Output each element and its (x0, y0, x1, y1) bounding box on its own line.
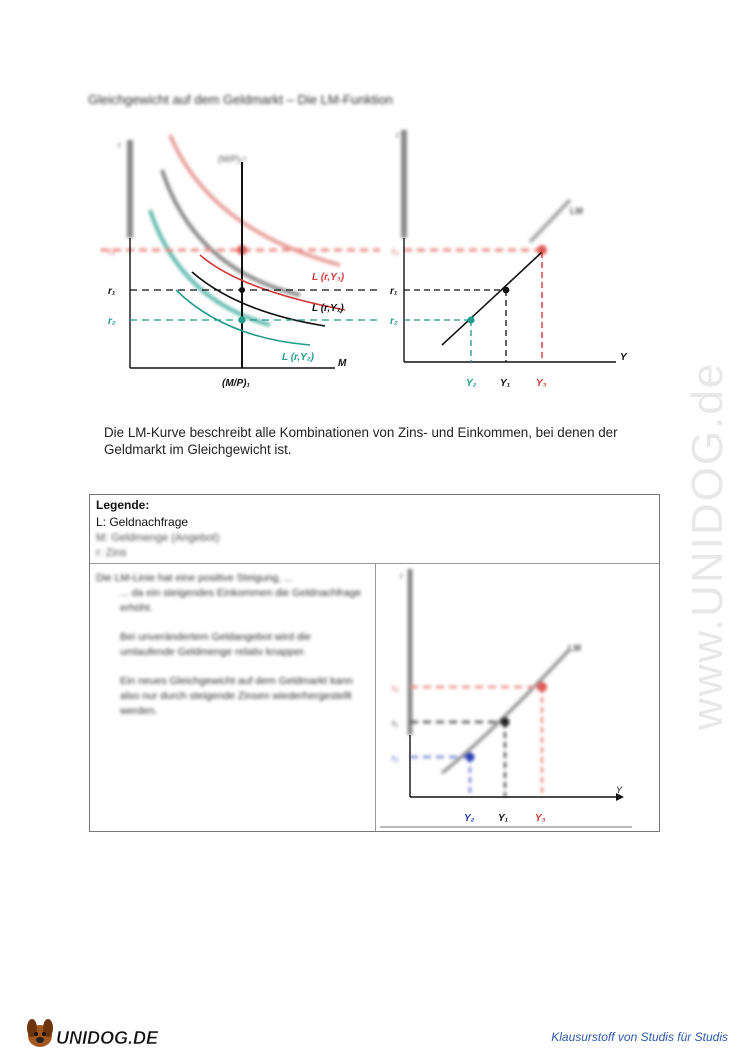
watermark-text: www.UNIDOG.de (683, 361, 732, 730)
lm-curve-graph-bottom (380, 565, 658, 831)
bottom-r2-label: r₂ (392, 753, 399, 763)
curve-l-y3-label: L (r,Y₃) (312, 272, 345, 283)
legend-title: Legende: (96, 498, 150, 512)
figure-caption: Die LM-Kurve beschreibt alle Kombinationen von Zins- und Einkommen, bei denen der Geldmarkt im Gleichgewicht ist. (104, 425, 618, 457)
bottom-r3-label: r₃ (392, 683, 399, 693)
table-column-divider (375, 563, 376, 831)
legend-money-supply: M: Geldmenge (Angebot) (96, 532, 220, 544)
bottom-lm-label: LM (568, 643, 581, 653)
left-y-axis-label: r (118, 140, 121, 150)
top-right-y-axis-label: r (396, 130, 399, 140)
left-x-axis-label: M (338, 358, 347, 369)
bottom-y2-tick: Y₂ (464, 813, 475, 824)
top-y2-tick: Y₂ (466, 378, 477, 389)
explanation-p1: Die LM-Linie hat eine positive Steigung, ... (96, 572, 293, 584)
explanation-p3: Ein neues Gleichgewicht auf dem Geldmarkt kann also nur durch steigende Zinsen wiederhergestellt werden. (120, 675, 353, 717)
top-right-r2-label: r₂ (390, 316, 398, 327)
bottom-r1-label: r₁ (392, 718, 399, 728)
top-y1-tick: Y₁ (500, 378, 511, 389)
left-r1-label: r₁ (108, 286, 116, 297)
explanation-p2: Bei unverändertem Geldangebot wird die umlaufende Geldmenge relativ knapper. (120, 631, 311, 658)
page-title: Gleichgewicht auf dem Geldmarkt – Die LM-Funktion (88, 92, 393, 107)
top-right-r3-label: r₃ (392, 246, 399, 256)
left-r3-label: r₃ (108, 246, 115, 256)
money-supply-label: (M/P)₁ˢ (218, 154, 247, 164)
curve-l-y1-label: L (r,Y₁) (312, 303, 344, 314)
top-right-r1-label: r₁ (390, 286, 398, 297)
curve-l-y2-label: L (r,Y₂) (282, 352, 314, 363)
top-right-x-axis-label: Y (620, 352, 627, 363)
legend-interest: r: Zins (96, 547, 127, 559)
money-market-graph (100, 120, 400, 400)
footer-tagline: Klausurstoff von Studis für Studis (551, 1030, 728, 1044)
unidog-logo (22, 1012, 172, 1052)
summary-table (89, 494, 660, 832)
bottom-y-axis-label: r (400, 571, 403, 581)
bottom-x-axis-label: Y (616, 785, 623, 795)
explanation-text (96, 571, 368, 733)
top-y3-tick: Y₃ (536, 378, 547, 389)
logo-text: UNIDOG.DE (56, 1028, 159, 1048)
bottom-y1-tick: Y₁ (498, 813, 509, 824)
bottom-y3-tick: Y₃ (535, 813, 546, 824)
explanation-p1b: ... da ein steigendes Einkommen die Geldnachfrage erhöht. (120, 587, 362, 614)
lm-curve-graph-top (380, 120, 640, 400)
left-r2-label: r₂ (108, 316, 116, 327)
dog-icon (27, 1019, 53, 1047)
top-lm-label: LM (570, 206, 583, 216)
money-supply-tick: (M/P)₁ (222, 378, 250, 389)
legend-money-demand: L: Geldnachfrage (96, 515, 189, 529)
